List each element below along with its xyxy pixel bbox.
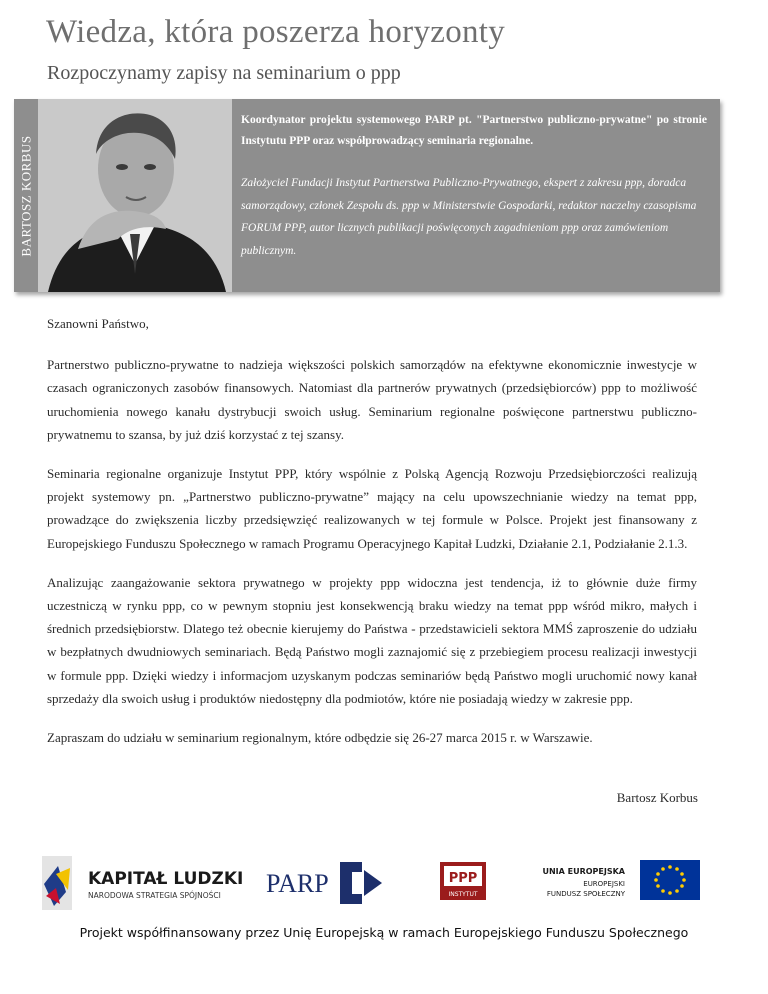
speaker-description: Założyciel Fundacji Instytut Partnerstwa Publiczno-Prywatnego, ekspert z zakresu ppp, doradca samorządowy, członek Zespołu ds. ppp w Ministerstwie Gospodarki, redaktor naczelny czasopisma FORUM PPP, autor licznych publikacji poświęconych zagadnieniom ppp oraz zamówieniom publicznym. <box>241 177 697 257</box>
page-subtitle: Rozpoczynamy zapisy na seminarium o ppp <box>47 62 401 84</box>
eu-line-3: FUNDUSZ SPOŁECZNY <box>546 890 625 898</box>
letter-paragraph-2: Seminaria regionalne organizuje Instytut PPP, który wspólnie z Polską Agencją Rozwoju Przedsiębiorczości realizują projekt systemowy pn. „Partnerstwo publiczno-prywatne” mający na celu upowszechnianie wiedzy na temat ppp, prowadzące do zwiększenia liczby przedsięwzięć realizowanych w tej formule w Polsce. Projekt jest finansowany z Europejskiego Funduszu Społecznego w ramach Programu Operacyjnego Kapitał Ludzki, Działanie 2.1, Podziałanie 2.1.3. <box>47 466 697 551</box>
ppp-logo-subtext: INSTYTUT <box>448 891 478 898</box>
letter-signature: Bartosz Korbus <box>616 790 698 805</box>
letter-body <box>47 312 697 765</box>
eu-efs-logo <box>542 860 700 900</box>
instytut-ppp-logo <box>440 862 486 900</box>
page-title: Wiedza, która poszerza horyzonty <box>46 14 506 50</box>
parp-text: PARP <box>266 869 329 898</box>
eu-line-1: UNIA EUROPEJSKA <box>542 867 625 876</box>
speaker-role: Koordynator projektu systemowego PARP pt. "Partnerstwo publiczno-prywatne" po stronie Instytutu PPP oraz współprowadzący seminaria regionalne. <box>241 114 707 147</box>
eu-line-2: EUROPEJSKI <box>583 880 625 888</box>
logo-strip <box>0 848 768 918</box>
letter-paragraph-1: Partnerstwo publiczno-prywatne to nadzieja większości polskich samorządów na efektywne ekonomicznie inwestycje w czasach ograniczonych zasobów finansowych. Natomiast dla partnerów prywatnych (przedsiębiorców) ppp to możliwość uruchomienia nowego kanału dystrybucji swoich usług. Seminarium regionalne poświęcone partnerstwu publiczno-prywatnemu to szansa, by już dziś korzystać z tej szansy. <box>47 357 697 442</box>
letter-paragraph-4: Zapraszam do udziału w seminarium regionalnym, które odbędzie się 26-27 marca 2015 r. w Warszawie. <box>47 730 593 746</box>
speaker-photo <box>38 99 232 292</box>
parp-logo <box>266 862 382 904</box>
cofinancing-note: Projekt współfinansowany przez Unię Europejską w ramach Europejskiego Funduszu Społecznego <box>79 925 689 940</box>
letter-greeting: Szanowni Państwo, <box>47 316 149 331</box>
kapital-ludzki-logo <box>42 856 243 910</box>
kapital-ludzki-subtitle: NARODOWA STRATEGIA SPÓJNOŚCI <box>88 891 221 900</box>
letter-paragraph-3: Analizując zaangażowanie sektora prywatnego w projekty ppp widoczna jest tendencja, iż to głównie duże firmy uczestniczą w rynku ppp, co w pewnym stopniu jest konsekwencją braku wiedzy na temat ppp wśród mikro, małych i średnich przedsiębiorstw. Dlatego też obecnie kierujemy do Państwa - przedstawicieli sektora MMŚ zaproszenie do udziału w bezpłatnych dwudniowych seminariach. Będą Państwo mogli zaznajomić się z przebiegiem procesu realizacji inwestycji w formule ppp. Dzięki wiedzy i informacjom uzyskanym podczas seminariów będą Państwo mogli uruchomić nowy kanał sprzedaży dla swoich usług i produktów niedostępny dla podmiotów, które nie posiadają wiedzy w zakresie ppp. <box>47 574 697 706</box>
ppp-logo-text: PPP <box>448 871 478 886</box>
kapital-ludzki-title: KAPITAŁ LUDZKI <box>88 869 244 889</box>
speaker-name-label: BARTOSZ KORBUS <box>19 134 35 257</box>
